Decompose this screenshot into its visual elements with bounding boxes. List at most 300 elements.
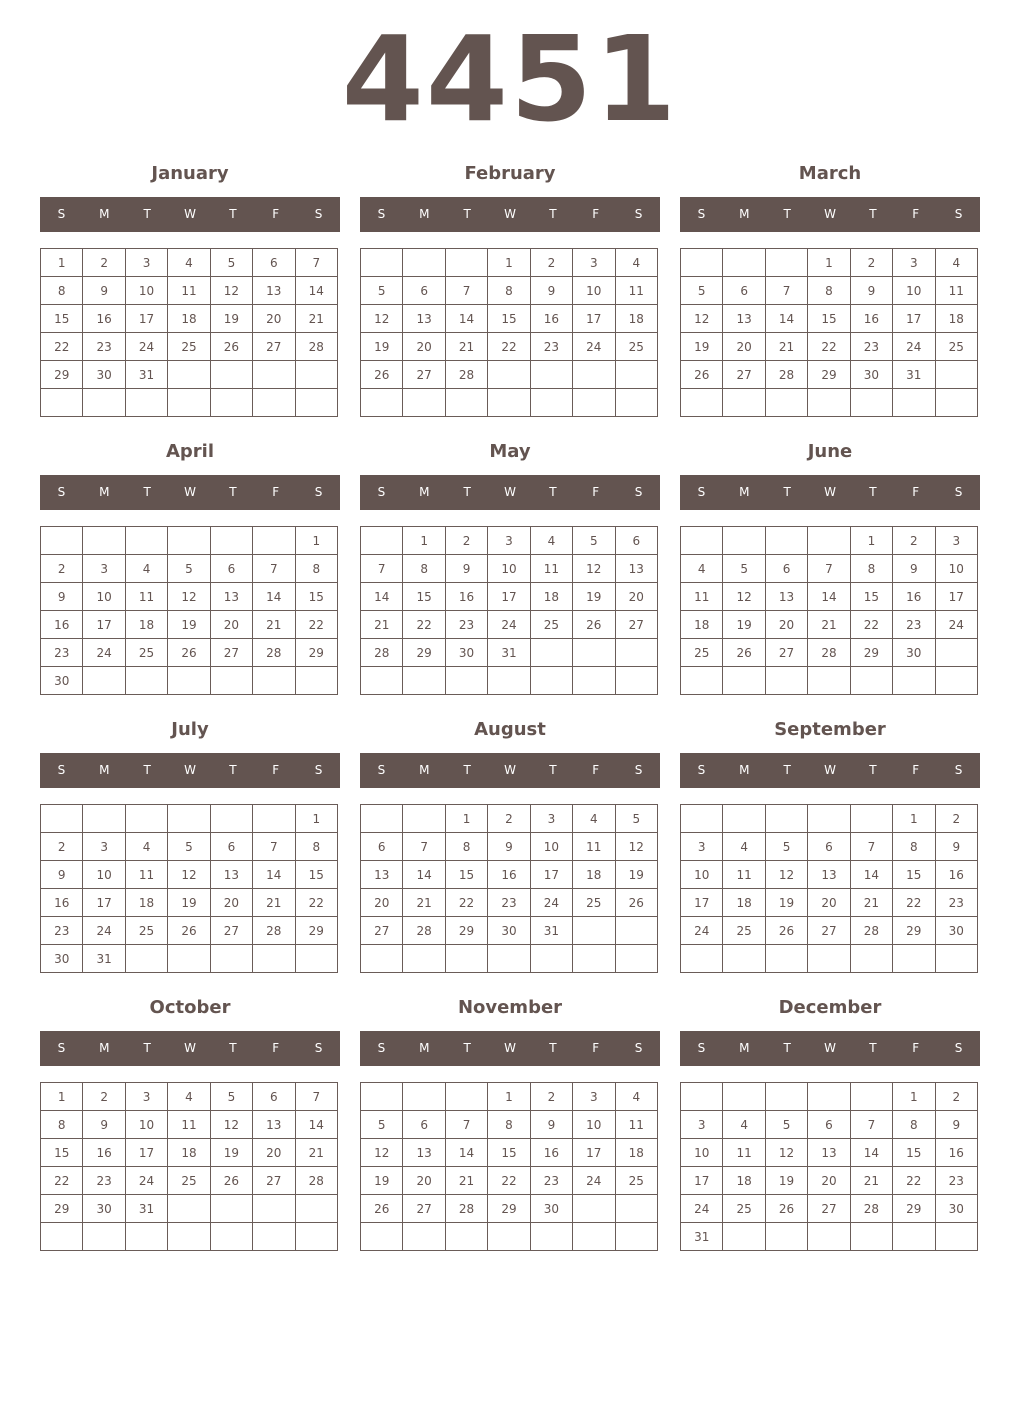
day-cell: 27: [808, 917, 850, 945]
day-cell: 1: [403, 527, 445, 555]
weekday-label: S: [57, 763, 66, 777]
day-cell: 13: [210, 583, 252, 611]
day-cell: [615, 945, 657, 973]
day-cell: 30: [41, 667, 83, 695]
day-cell: 2: [83, 1083, 125, 1111]
day-cell: 11: [168, 277, 210, 305]
day-cell: 5: [168, 833, 210, 861]
day-cell: 7: [765, 277, 807, 305]
day-cell: 19: [168, 611, 210, 639]
day-cell: [125, 527, 167, 555]
day-cell: [850, 667, 892, 695]
day-cell: 18: [125, 611, 167, 639]
day-cell: 23: [488, 889, 530, 917]
day-cell: 21: [850, 889, 892, 917]
weekday-label: S: [57, 485, 66, 499]
day-cell: 29: [41, 361, 83, 389]
day-cell: 18: [168, 305, 210, 333]
day-cell: 11: [615, 1111, 657, 1139]
weekday-label: M: [739, 207, 750, 221]
week-row: [41, 667, 338, 695]
day-cell: [41, 527, 83, 555]
day-cell: 16: [530, 1139, 572, 1167]
day-cell: [41, 389, 83, 417]
week-row: [41, 389, 338, 417]
day-cell: 3: [83, 833, 125, 861]
day-cell: [168, 1195, 210, 1223]
week-row: [361, 1111, 658, 1139]
weekday-label: W: [504, 485, 516, 499]
weekday-label: W: [184, 763, 196, 777]
day-cell: 25: [615, 1167, 657, 1195]
day-cell: [615, 667, 657, 695]
day-cell: 20: [210, 611, 252, 639]
day-cell: 26: [681, 361, 723, 389]
day-cell: [573, 639, 615, 667]
day-cell: 10: [681, 861, 723, 889]
day-cell: 12: [723, 583, 765, 611]
day-cell: [361, 389, 403, 417]
day-cell: 5: [573, 527, 615, 555]
day-cell: 29: [893, 1195, 935, 1223]
day-cell: [253, 389, 295, 417]
day-cell: [445, 249, 487, 277]
day-cell: [125, 1223, 167, 1251]
day-cell: 29: [295, 639, 337, 667]
day-cell: 5: [210, 249, 252, 277]
day-cell: 18: [573, 861, 615, 889]
day-cell: 17: [681, 889, 723, 917]
day-cell: [935, 667, 977, 695]
day-cell: [765, 1223, 807, 1251]
day-cell: 27: [765, 639, 807, 667]
day-cell: 4: [935, 249, 977, 277]
day-cell: [935, 639, 977, 667]
week-row: [41, 639, 338, 667]
day-cell: 11: [723, 861, 765, 889]
day-cell: 17: [935, 583, 977, 611]
day-cell: [253, 945, 295, 973]
day-cell: 24: [573, 1167, 615, 1195]
day-cell: [681, 945, 723, 973]
weekday-header: [360, 1031, 660, 1066]
day-cell: 12: [361, 1139, 403, 1167]
day-cell: [83, 805, 125, 833]
day-cell: 14: [850, 1139, 892, 1167]
day-cell: 2: [530, 249, 572, 277]
day-cell: 25: [723, 917, 765, 945]
day-cell: 7: [850, 1111, 892, 1139]
day-grid: [40, 1082, 338, 1251]
day-cell: 14: [253, 583, 295, 611]
day-cell: 8: [295, 555, 337, 583]
day-cell: 12: [765, 1139, 807, 1167]
day-cell: 31: [530, 917, 572, 945]
weekday-label: T: [869, 1041, 877, 1055]
week-row: [681, 667, 978, 695]
day-cell: 24: [125, 333, 167, 361]
day-cell: 25: [168, 1167, 210, 1195]
day-cell: 16: [83, 305, 125, 333]
day-cell: 20: [403, 1167, 445, 1195]
day-cell: [295, 945, 337, 973]
day-cell: 3: [935, 527, 977, 555]
day-cell: 15: [488, 305, 530, 333]
day-cell: [210, 1223, 252, 1251]
week-row: [41, 333, 338, 361]
weekday-label: S: [954, 763, 963, 777]
week-row: [681, 861, 978, 889]
day-cell: 11: [615, 277, 657, 305]
day-cell: 4: [125, 555, 167, 583]
year-title: 4451: [341, 10, 679, 148]
day-cell: 15: [893, 1139, 935, 1167]
day-cell: [168, 1223, 210, 1251]
day-cell: [530, 361, 572, 389]
day-cell: [83, 667, 125, 695]
day-cell: 29: [808, 361, 850, 389]
day-cell: 29: [850, 639, 892, 667]
day-cell: 7: [295, 249, 337, 277]
day-cell: [253, 805, 295, 833]
day-grid: [680, 248, 978, 417]
day-cell: [125, 389, 167, 417]
week-row: [361, 333, 658, 361]
day-cell: [681, 805, 723, 833]
day-cell: 21: [808, 611, 850, 639]
day-cell: 14: [808, 583, 850, 611]
day-cell: 7: [253, 833, 295, 861]
day-cell: 1: [850, 527, 892, 555]
day-cell: 21: [765, 333, 807, 361]
week-row: [361, 305, 658, 333]
day-cell: 6: [615, 527, 657, 555]
day-cell: [723, 249, 765, 277]
day-cell: 14: [765, 305, 807, 333]
day-cell: 12: [361, 305, 403, 333]
day-cell: [168, 945, 210, 973]
day-cell: 2: [935, 1083, 977, 1111]
day-cell: 9: [83, 277, 125, 305]
day-cell: [253, 361, 295, 389]
weekday-label: M: [739, 1041, 750, 1055]
day-cell: 14: [445, 305, 487, 333]
week-row: [681, 249, 978, 277]
day-cell: 5: [681, 277, 723, 305]
day-cell: 30: [850, 361, 892, 389]
day-cell: 22: [850, 611, 892, 639]
day-cell: [808, 945, 850, 973]
day-cell: 14: [295, 277, 337, 305]
day-cell: 17: [488, 583, 530, 611]
weekday-label: M: [99, 1041, 110, 1055]
day-cell: [935, 945, 977, 973]
day-cell: 12: [210, 277, 252, 305]
day-cell: 15: [893, 861, 935, 889]
day-grid: [680, 804, 978, 973]
day-cell: 21: [253, 611, 295, 639]
day-cell: 19: [168, 889, 210, 917]
week-row: [681, 1223, 978, 1251]
day-cell: 26: [168, 917, 210, 945]
week-row: [681, 1139, 978, 1167]
day-cell: [681, 249, 723, 277]
weekday-label: T: [869, 763, 877, 777]
weekday-label: T: [143, 207, 151, 221]
day-cell: 5: [765, 833, 807, 861]
day-cell: [361, 945, 403, 973]
day-cell: 24: [681, 917, 723, 945]
week-row: [361, 1223, 658, 1251]
day-cell: 10: [935, 555, 977, 583]
day-cell: 24: [83, 917, 125, 945]
day-cell: 22: [295, 611, 337, 639]
day-cell: 8: [41, 1111, 83, 1139]
day-cell: 30: [893, 639, 935, 667]
day-cell: [723, 805, 765, 833]
day-cell: [125, 945, 167, 973]
month-name: July: [171, 719, 209, 740]
day-cell: 10: [488, 555, 530, 583]
day-cell: [615, 361, 657, 389]
day-cell: 7: [445, 1111, 487, 1139]
week-row: [681, 305, 978, 333]
day-cell: 9: [530, 1111, 572, 1139]
day-cell: 16: [850, 305, 892, 333]
day-cell: 12: [615, 833, 657, 861]
day-cell: 2: [530, 1083, 572, 1111]
day-cell: 15: [808, 305, 850, 333]
day-cell: [41, 1223, 83, 1251]
day-cell: 3: [681, 833, 723, 861]
day-cell: [361, 667, 403, 695]
weekday-label: S: [954, 1041, 963, 1055]
day-cell: 29: [403, 639, 445, 667]
weekday-label: S: [697, 763, 706, 777]
day-cell: 4: [573, 805, 615, 833]
day-cell: [403, 945, 445, 973]
day-cell: [361, 1083, 403, 1111]
weekday-label: F: [912, 1041, 920, 1055]
day-cell: 28: [850, 1195, 892, 1223]
weekday-label: W: [504, 207, 516, 221]
weekday-label: T: [229, 763, 237, 777]
week-row: [681, 389, 978, 417]
day-cell: 3: [681, 1111, 723, 1139]
day-cell: 17: [83, 889, 125, 917]
day-cell: 6: [210, 833, 252, 861]
day-cell: 10: [573, 277, 615, 305]
day-cell: 25: [573, 889, 615, 917]
weekday-label: S: [954, 207, 963, 221]
weekday-label: T: [869, 207, 877, 221]
day-cell: 16: [41, 611, 83, 639]
day-cell: 22: [893, 889, 935, 917]
day-cell: 11: [168, 1111, 210, 1139]
day-cell: [765, 667, 807, 695]
day-cell: [295, 361, 337, 389]
day-cell: 28: [361, 639, 403, 667]
week-row: [361, 611, 658, 639]
weekday-label: T: [229, 1041, 237, 1055]
weekday-label: S: [377, 1041, 386, 1055]
day-cell: 10: [83, 583, 125, 611]
weekday-label: S: [377, 485, 386, 499]
weekday-label: M: [99, 763, 110, 777]
day-cell: 20: [210, 889, 252, 917]
day-cell: 4: [125, 833, 167, 861]
weekday-header: [40, 197, 340, 232]
day-cell: 29: [445, 917, 487, 945]
day-cell: 1: [445, 805, 487, 833]
day-cell: 24: [935, 611, 977, 639]
day-cell: 17: [573, 1139, 615, 1167]
weekday-label: T: [229, 207, 237, 221]
day-cell: [403, 1223, 445, 1251]
week-row: [681, 917, 978, 945]
day-cell: [615, 1195, 657, 1223]
day-cell: 1: [41, 1083, 83, 1111]
day-cell: [615, 639, 657, 667]
day-cell: 30: [488, 917, 530, 945]
day-cell: 5: [361, 1111, 403, 1139]
day-cell: 13: [210, 861, 252, 889]
day-cell: 19: [573, 583, 615, 611]
day-cell: 19: [765, 1167, 807, 1195]
weekday-label: T: [783, 485, 791, 499]
day-cell: 26: [573, 611, 615, 639]
day-cell: 22: [403, 611, 445, 639]
day-cell: [573, 917, 615, 945]
week-row: [681, 805, 978, 833]
weekday-label: F: [592, 207, 600, 221]
day-cell: 27: [253, 333, 295, 361]
day-cell: 31: [125, 1195, 167, 1223]
day-cell: 9: [445, 555, 487, 583]
week-row: [681, 361, 978, 389]
day-cell: 24: [83, 639, 125, 667]
day-cell: [573, 667, 615, 695]
day-cell: 2: [488, 805, 530, 833]
day-cell: 4: [168, 1083, 210, 1111]
month-name: January: [151, 163, 229, 184]
day-cell: 21: [253, 889, 295, 917]
weekday-label: T: [463, 763, 471, 777]
day-cell: 9: [488, 833, 530, 861]
day-cell: 10: [681, 1139, 723, 1167]
day-cell: 31: [681, 1223, 723, 1251]
weekday-label: S: [697, 207, 706, 221]
day-cell: 10: [125, 277, 167, 305]
day-cell: 30: [935, 1195, 977, 1223]
day-cell: 20: [403, 333, 445, 361]
day-cell: [445, 667, 487, 695]
day-cell: 3: [488, 527, 530, 555]
day-cell: 22: [488, 333, 530, 361]
day-cell: [253, 1195, 295, 1223]
week-row: [41, 249, 338, 277]
week-row: [41, 1167, 338, 1195]
day-cell: 9: [530, 277, 572, 305]
day-cell: 28: [445, 361, 487, 389]
day-grid: [40, 248, 338, 417]
weekday-label: T: [783, 207, 791, 221]
day-cell: [573, 389, 615, 417]
day-cell: 20: [723, 333, 765, 361]
day-cell: 19: [210, 305, 252, 333]
weekday-label: S: [634, 207, 643, 221]
day-cell: 8: [295, 833, 337, 861]
day-cell: 2: [850, 249, 892, 277]
day-cell: [210, 667, 252, 695]
day-grid: [680, 1082, 978, 1251]
day-grid: [360, 526, 658, 695]
day-cell: 25: [168, 333, 210, 361]
day-cell: [893, 945, 935, 973]
day-cell: [210, 527, 252, 555]
day-cell: [893, 1223, 935, 1251]
weekday-label: T: [143, 485, 151, 499]
day-cell: [615, 1223, 657, 1251]
day-cell: 2: [445, 527, 487, 555]
day-cell: 9: [41, 583, 83, 611]
day-cell: [808, 527, 850, 555]
weekday-label: T: [549, 207, 557, 221]
day-cell: 20: [765, 611, 807, 639]
day-cell: 31: [488, 639, 530, 667]
weekday-label: M: [739, 763, 750, 777]
day-cell: [765, 527, 807, 555]
day-cell: 13: [403, 305, 445, 333]
week-row: [41, 527, 338, 555]
day-cell: 11: [530, 555, 572, 583]
weekday-label: F: [272, 763, 280, 777]
day-cell: [168, 667, 210, 695]
weekday-label: S: [314, 207, 323, 221]
day-cell: [295, 1223, 337, 1251]
day-cell: 10: [530, 833, 572, 861]
weekday-label: S: [314, 485, 323, 499]
day-cell: 29: [41, 1195, 83, 1223]
day-cell: 22: [488, 1167, 530, 1195]
day-cell: 2: [41, 555, 83, 583]
day-cell: [403, 249, 445, 277]
day-cell: 20: [253, 305, 295, 333]
day-cell: 21: [850, 1167, 892, 1195]
day-cell: 27: [723, 361, 765, 389]
day-cell: [253, 1223, 295, 1251]
day-cell: 19: [361, 1167, 403, 1195]
weekday-label: F: [272, 1041, 280, 1055]
day-cell: [808, 389, 850, 417]
day-cell: 30: [41, 945, 83, 973]
day-cell: [210, 389, 252, 417]
weekday-label: W: [824, 1041, 836, 1055]
day-cell: 20: [615, 583, 657, 611]
day-cell: 5: [723, 555, 765, 583]
weekday-label: M: [419, 207, 430, 221]
day-cell: 6: [765, 555, 807, 583]
day-cell: [530, 945, 572, 973]
week-row: [361, 639, 658, 667]
month-name: October: [149, 997, 231, 1018]
month-name: June: [807, 441, 853, 462]
day-cell: 8: [850, 555, 892, 583]
day-cell: [403, 389, 445, 417]
day-cell: 21: [445, 333, 487, 361]
day-cell: 11: [723, 1139, 765, 1167]
day-cell: 22: [41, 333, 83, 361]
